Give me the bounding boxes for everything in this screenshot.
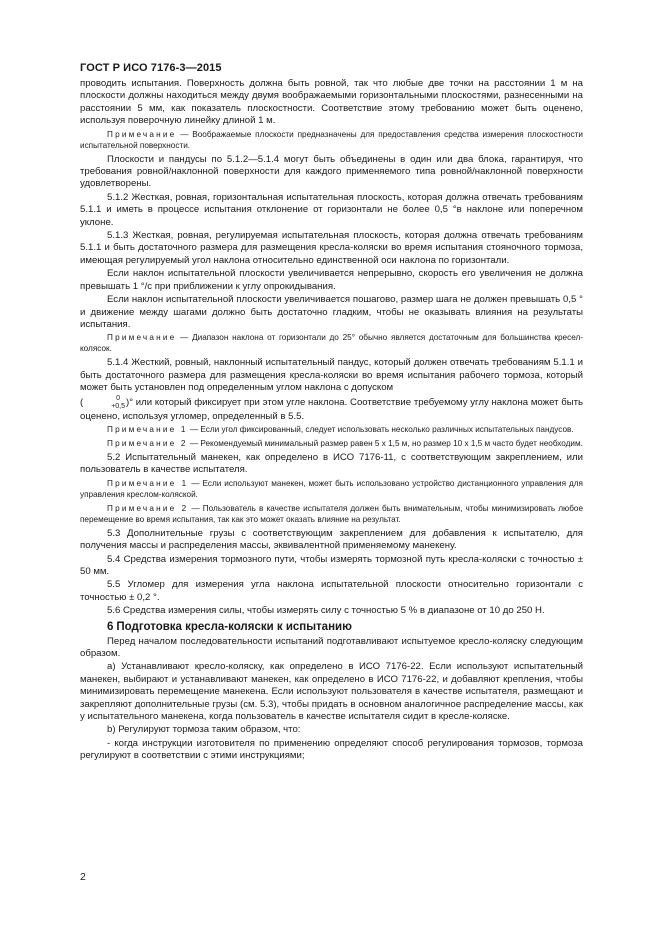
- clause-5-1-4-text: 5.1.4 Жесткий, ровный, наклонный испытательный пандус, который должен отвечать требованиям 5.1.1 и быть достаточного размера для размещения кресла-коляски во время испытания рабочего тормоза, который может быть установлен под определенным углом наклона с допуском: [80, 357, 583, 394]
- note: [80, 424, 583, 435]
- clause-5-1-4: [80, 357, 583, 423]
- document-header: ГОСТ Р ИСО 7176-3—2015: [80, 62, 222, 74]
- document-body: [80, 78, 583, 764]
- clause-5-2: 5.2 Испытательный манекен, как определено в ИСО 7176-11, с соответствующим закреплением, или пользователь в качестве испытателя.: [80, 451, 583, 476]
- note: [80, 332, 583, 354]
- clause-5-1-2: 5.1.2 Жесткая, ровная, горизонтальная испытательная плоскость, которая должна отвечать требованиям 5.1.1 и иметь в процессе испытания отклонение от горизонтали не более 0,5 °в наклоне или поперечном уклоне.: [80, 191, 583, 228]
- note: [80, 129, 583, 151]
- note-text: — Если угол фиксированный, следует использовать несколько различных испытательных пандусов.: [187, 424, 574, 434]
- note-label: Примечание 2: [107, 503, 189, 513]
- page-number: 2: [80, 871, 86, 883]
- list-item-a: а) Устанавливают кресло-коляску, как определено в ИСО 7176-22. Если используют испытательный манекен, выбирают и устанавливают манекен, как определено в ИСО 7176-22, и добавляют крепления, чтобы минимизировать перемещение манекена. Если используют пользователя в качестве испытателя, размещают и закрепляют дополнительные грузы (см. 5.3), чтобы придать в основном аналогичное распределение массы, как у испытательного манекена, когда пользователь в качестве испытателя сидит в кресле-коляске.: [80, 661, 583, 723]
- note-text: — Пользователь в качестве испытателя должен быть внимательным, чтобы минимизировать любое перемещение во время испытания, так как это может оказать влияние на результат.: [80, 503, 583, 524]
- note: [80, 438, 583, 449]
- clause-5-1-4-cont: или который фиксирует при этом угле наклона. Соответствие требуемому углу наклона может быть оценено, используя угломер, определенный в 5.5.: [80, 397, 583, 422]
- body-paragraph: Если наклон испытательной плоскости увеличивается пошагово, размер шага не должен превышать 0,5 ° и движение между шагами должно быть достаточно гладким, чтобы не оказывать влияния на результаты испытания.: [80, 294, 583, 330]
- section-number: 6: [107, 620, 114, 633]
- body-paragraph: Плоскости и пандусы по 5.1.2—5.1.4 могут быть объединены в один или два блока, гарантируя, что требования ровной/наклонной поверхности для каждого применяемого типа ровной/наклонной поверхности удовлетворены.: [80, 153, 583, 190]
- note-label: Примечание: [107, 333, 177, 343]
- note: [80, 503, 583, 525]
- note-label: Примечание 2: [107, 438, 188, 448]
- section-title: Подготовка кресла-коляски к испытанию: [116, 620, 352, 633]
- list-item-b: b) Регулируют тормоза таким образом, что:: [107, 724, 301, 736]
- note-text: — Диапазон наклона от горизонтали до 25° обычно является достаточным для большинства кресел-колясок.: [80, 333, 583, 354]
- clause-5-5: 5.5 Угломер для измерения угла наклона испытательной плоскости относительно горизонтали с точностью ± 0,2 °.: [80, 579, 583, 603]
- clause-5-3: 5.3 Дополнительные грузы с соответствующим закреплением для добавления к испытателю, для получения массы и распределения массы, эквивалентной применяемому манекену.: [80, 527, 583, 552]
- body-paragraph: Перед началом последовательности испытаний подготавливают испытуемое кресло-коляску следующим образом.: [80, 635, 583, 659]
- tolerance-line: [80, 394, 583, 422]
- note-label: Примечание: [107, 129, 177, 139]
- note: [80, 478, 583, 500]
- list-item-dash: - когда инструкции изготовителя по применению определяют способ регулирования тормозов, тормоза регулируют в соответствии с этими инструкциями;: [80, 737, 583, 762]
- note-text: — Если используют манекен, может быть использовано устройство дистанционного управления для управления креслом-коляской.: [80, 478, 583, 499]
- tolerance-open: (: [80, 397, 84, 409]
- note-text: — Рекомендуемый минимальный размер равен 5 х 1,5 м, но размер 10 х 1,5 м часто будет необходим.: [187, 438, 583, 448]
- tolerance-top: 0: [116, 394, 121, 402]
- body-paragraph: Если наклон испытательной плоскости увеличивается непрерывно, скорость его увеличения не должна превышать 1 °/с при приближении к углу опрокидывания.: [80, 268, 583, 292]
- tolerance-fraction: [84, 395, 125, 411]
- clause-5-1-3: 5.1.3 Жесткая, ровная, регулируемая испытательная плоскость, которая должна отвечать требованиям 5.1.1 и быть достаточного размера для размещения кресла-коляски во время испытания стояночного тормоза, имеющая регулируемый угол наклона относительно единственной оси наклона по горизонтали.: [80, 230, 583, 266]
- clause-5-4: 5.4 Средства измерения тормозного пути, чтобы измерять тормозной путь кресла-коляски с точностью ± 50 мм.: [80, 553, 583, 577]
- note-label: Примечание 1: [107, 424, 188, 434]
- note-text: — Воображаемые плоскости предназначены для предоставления средства измерения плоскостности испытательной поверхности.: [80, 129, 583, 150]
- note-label: Примечание 1: [107, 478, 189, 488]
- section-heading: [80, 619, 583, 635]
- body-paragraph: проводить испытания. Поверхность должна быть ровной, так что любые две точки на расстоянии 1 м на плоскости должны находиться между двумя воображаемыми горизонтальными плоскостями, разнесенными на расстоянии 5 мм, как показатель плоскостности. Соответствие этому требованию может быть оценено, используя поверочную линейку длиной 1 м.: [80, 78, 583, 127]
- clause-5-6: 5.6 Средства измерения силы, чтобы измерять силу с точностью 5 % в диапазоне от 10 до 250 Н.: [107, 605, 545, 617]
- tolerance-close: )°: [126, 397, 134, 409]
- tolerance-bottom: +0,5: [111, 402, 126, 410]
